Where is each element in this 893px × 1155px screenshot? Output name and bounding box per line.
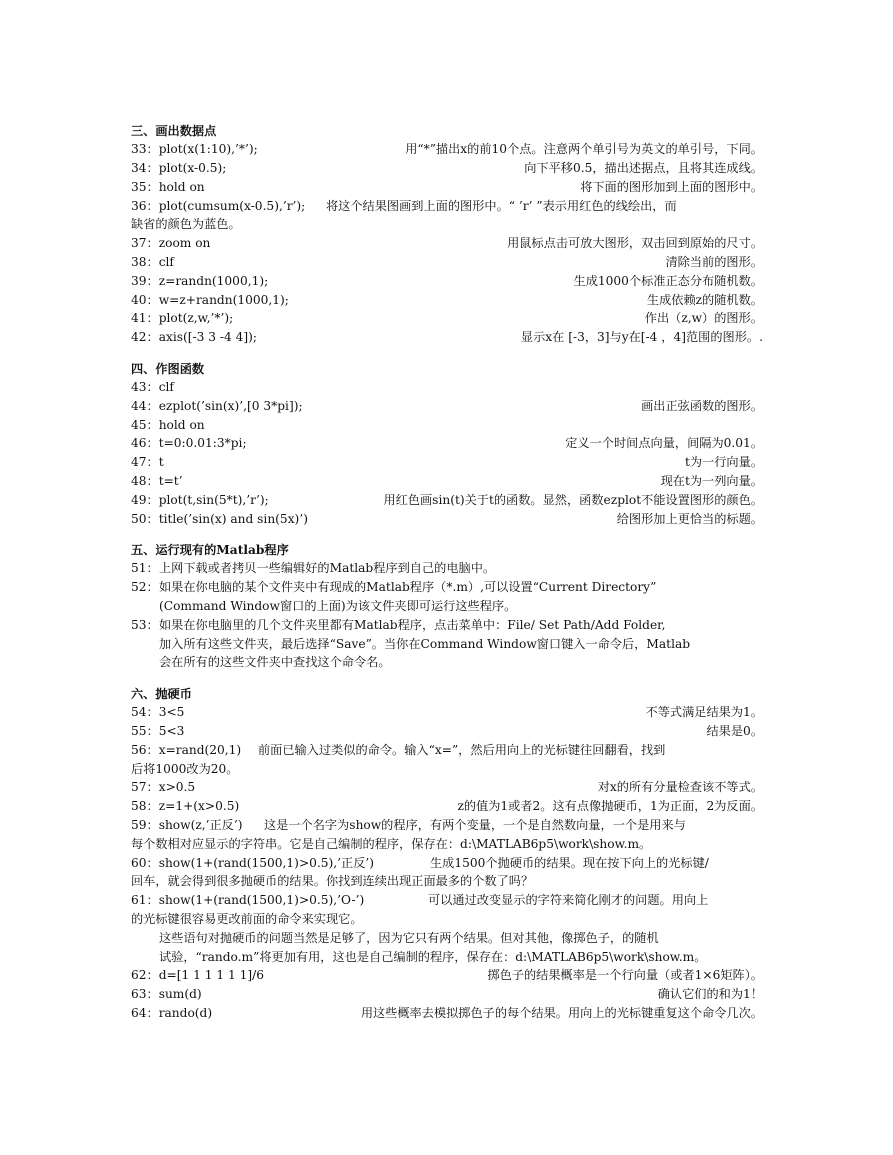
command-code: 56：x=rand(20,1) bbox=[131, 742, 242, 757]
command-description: 作出（z,w）的图形。 bbox=[644, 311, 763, 326]
description-line: 将这个结果图画到上面的图形中。“ ’r’ ”表示用红色的线绘出，而 bbox=[326, 198, 677, 213]
command-code: 35：hold on bbox=[131, 179, 205, 194]
description-line: 每个数相对应显示的字符串。它是自己编制的程序，保存在：d:\MATLAB6p5\work\show.m。 bbox=[131, 836, 652, 851]
command-code: 43：clf bbox=[131, 380, 174, 395]
command-code: 48：t=t’ bbox=[131, 474, 183, 489]
command-row bbox=[131, 397, 763, 416]
command-description bbox=[131, 616, 763, 672]
description-line: 回车，就会得到很多抛硬币的结果。你找到连续出现正面最多的个数了吗？ bbox=[131, 874, 534, 889]
section-heading: 六、抛硬币 bbox=[131, 686, 192, 701]
command-description: 向下平移0.5，描出述据点，且将其连成线。 bbox=[524, 161, 763, 176]
command-code: 53： bbox=[131, 617, 159, 632]
command-description bbox=[131, 578, 763, 616]
description-line: 如果在你电脑里的几个文件夹里都有Matlab程序，点击菜单中：File/ Set Path/Add Folder, bbox=[159, 617, 666, 632]
command-row bbox=[131, 491, 763, 510]
command-description: 对x的所有分量检查该不等式。 bbox=[597, 780, 763, 795]
command-block bbox=[131, 741, 763, 779]
section-heading: 四、作图函数 bbox=[131, 361, 205, 376]
description-line: (Command Window窗口的上面)为该文件夹即可运行这些程序。 bbox=[159, 599, 517, 613]
command-description: 掷色子的结果概率是一个行向量（或者1×6矩阵）。 bbox=[487, 968, 763, 983]
description-line: 如果在你电脑的某个文件夹中有现成的Matlab程序（*.m）,可以设置“Current Directory” bbox=[159, 580, 657, 595]
command-row bbox=[131, 253, 763, 272]
command-row bbox=[131, 966, 763, 985]
command-block bbox=[131, 854, 763, 892]
command-code: 55：5<3 bbox=[131, 723, 185, 738]
command-block bbox=[131, 559, 763, 578]
command-code: 58：z=1+(x>0.5) bbox=[131, 799, 240, 814]
command-code: 47：t bbox=[131, 455, 164, 470]
command-code: 64：rando(d) bbox=[131, 1005, 213, 1020]
command-code: 60：show(1+(rand(1500,1)>0.5),’正反’) bbox=[131, 855, 375, 870]
command-row bbox=[131, 453, 763, 472]
description-line: 这是一个名字为show的程序，有两个变量，一个是自然数向量，一个是用来与 bbox=[264, 817, 686, 832]
description-line: 可以通过改变显示的字符来简化刚才的问题。用向上 bbox=[428, 893, 709, 908]
command-row bbox=[131, 985, 763, 1004]
command-row bbox=[131, 234, 763, 253]
command-row bbox=[131, 309, 763, 328]
command-description: 清除当前的图形。 bbox=[665, 255, 763, 270]
description-line: 缺省的颜色为蓝色。 bbox=[131, 217, 241, 232]
command-row bbox=[131, 472, 763, 491]
command-row bbox=[131, 272, 763, 291]
document-body bbox=[131, 122, 763, 1035]
command-description: 结果是0。 bbox=[706, 723, 763, 738]
command-block bbox=[131, 578, 763, 616]
command-description: 用这些概率去模拟掷色子的每个结果。用向上的光标键重复这个命令几次。 bbox=[360, 1005, 763, 1020]
command-block bbox=[131, 197, 763, 235]
command-description: 显示x在 [-3，3]与y在[-4 ，4]范围的图形。. bbox=[520, 330, 763, 345]
command-row bbox=[131, 1004, 763, 1023]
command-code: 49：plot(t,sin(5*t),’r’); bbox=[131, 492, 269, 507]
command-row bbox=[131, 797, 763, 816]
command-row bbox=[131, 291, 763, 310]
section bbox=[131, 122, 763, 347]
command-row bbox=[131, 159, 763, 178]
paragraph-line: 试验，“rando.m”将更加有用，这也是自己编制的程序，保存在：d:\MATLAB6p5\work\show.m。 bbox=[159, 949, 707, 964]
command-code: 36：plot(cumsum(x-0.5),’r’); bbox=[131, 198, 306, 213]
command-description: 定义一个时间点向量，间隔为0.01。 bbox=[565, 436, 763, 451]
description-line: 生成1500个抛硬币的结果。现在按下向上的光标键/ bbox=[430, 855, 709, 870]
command-description: 用“*”描出x的前10个点。注意两个单引号为英文的单引号，下同。 bbox=[405, 142, 763, 157]
command-row bbox=[131, 378, 763, 397]
command-description: 不等式满足结果为1。 bbox=[645, 705, 763, 720]
command-row bbox=[131, 778, 763, 797]
command-description: 确认它们的和为1！ bbox=[657, 987, 763, 1002]
command-code: 39：z=randn(1000,1); bbox=[131, 273, 269, 288]
command-row bbox=[131, 140, 763, 159]
section-heading: 五、运行现有的Matlab程序 bbox=[131, 543, 289, 558]
description-line: 上网下载或者拷贝一些编辑好的Matlab程序到自己的电脑中。 bbox=[159, 561, 496, 576]
command-code: 57：x>0.5 bbox=[131, 780, 196, 795]
note-paragraph bbox=[131, 929, 763, 967]
command-block bbox=[131, 891, 763, 929]
command-description: 用红色画sin(t)关于t的函数。显然，函数ezplot不能设置图形的颜色。 bbox=[383, 492, 763, 507]
description-line: 会在所有的这些文件夹中查找这个命令名。 bbox=[159, 655, 391, 670]
command-description: 画出正弦函数的图形。 bbox=[641, 398, 763, 413]
command-code: 54：3<5 bbox=[131, 705, 185, 720]
paragraph-line: 这些语句对抛硬币的问题当然是足够了，因为它只有两个结果。但对其他，像掷色子，的随机 bbox=[159, 930, 659, 945]
command-block bbox=[131, 816, 763, 854]
command-description: 生成1000个标准正态分布随机数。 bbox=[573, 273, 763, 288]
command-row bbox=[131, 178, 763, 197]
command-row bbox=[131, 510, 763, 529]
command-code: 45：hold on bbox=[131, 417, 205, 432]
description-line: 的光标键很容易更改前面的命令来实现它。 bbox=[131, 911, 363, 926]
section bbox=[131, 685, 763, 1023]
command-description: z的值为1或者2。这有点像抛硬币，1为正面，2为反面。 bbox=[457, 799, 763, 814]
command-row bbox=[131, 703, 763, 722]
section bbox=[131, 360, 763, 529]
section bbox=[131, 541, 763, 672]
command-description: 生成依赖z的随机数。 bbox=[646, 292, 763, 307]
command-block bbox=[131, 616, 763, 672]
command-code: 33：plot(x(1:10),’*’); bbox=[131, 142, 258, 157]
command-code: 46：t=0:0.01:3*pi; bbox=[131, 436, 247, 451]
command-row bbox=[131, 416, 763, 435]
description-line: 前面已输入过类似的命令。输入“x=”，然后用向上的光标键往回翻看，找到 bbox=[258, 742, 666, 757]
command-code: 41：plot(z,w,’*’); bbox=[131, 311, 234, 326]
command-row bbox=[131, 722, 763, 741]
command-description: 给图形加上更恰当的标题。 bbox=[616, 511, 763, 526]
command-row bbox=[131, 328, 763, 347]
command-code: 52： bbox=[131, 580, 159, 595]
description-line: 后将1000改为20。 bbox=[131, 761, 239, 776]
description-line: 加入所有这些文件夹，最后选择“Save”。当你在Command Window窗口键入一命令后，Matlab bbox=[159, 636, 691, 651]
command-code: 51： bbox=[131, 561, 159, 576]
command-code: 63：sum(d) bbox=[131, 987, 202, 1002]
command-code: 37：zoom on bbox=[131, 236, 211, 251]
command-code: 40：w=z+randn(1000,1); bbox=[131, 292, 289, 307]
command-code: 62：d=[1 1 1 1 1 1]/6 bbox=[131, 968, 264, 983]
command-code: 42：axis([-3 3 -4 4]); bbox=[131, 330, 257, 345]
command-description: 现在t为一列向量。 bbox=[660, 474, 763, 489]
command-code: 59：show(z,’正反’) bbox=[131, 817, 243, 832]
command-code: 34：plot(x-0.5); bbox=[131, 161, 227, 176]
command-code: 50：title(’sin(x) and sin(5x)’) bbox=[131, 511, 308, 526]
command-code: 44：ezplot(’sin(x)’,[0 3*pi]); bbox=[131, 398, 303, 413]
command-code: 38：clf bbox=[131, 255, 174, 270]
command-description: 用鼠标点击可放大图形，双击回到原始的尺寸。 bbox=[507, 236, 763, 251]
section-heading: 三、画出数据点 bbox=[131, 124, 217, 138]
command-row bbox=[131, 434, 763, 453]
command-description: 将下面的图形加到上面的图形中。 bbox=[580, 179, 763, 194]
command-description bbox=[131, 559, 763, 578]
command-code: 61：show(1+(rand(1500,1)>0.5),’O-’) bbox=[131, 893, 365, 908]
command-description: t为一行向量。 bbox=[684, 455, 763, 470]
